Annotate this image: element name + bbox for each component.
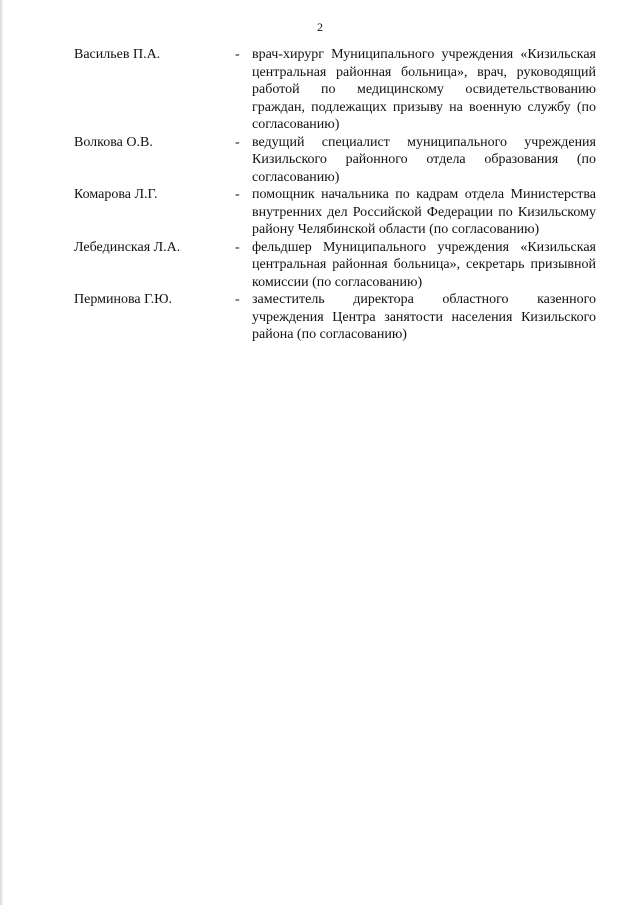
member-role: заместитель директора областного казенного учреждения Центра занятости населения Кизильского района (по согласованию) bbox=[252, 292, 596, 342]
member-dash: - bbox=[235, 47, 240, 62]
scan-edge-shadow bbox=[0, 0, 3, 905]
commission-members-list bbox=[74, 46, 596, 344]
member-entry bbox=[74, 134, 596, 187]
member-name: Перминова Г.Ю. bbox=[74, 292, 172, 307]
member-entry bbox=[74, 239, 596, 292]
member-role: фельдшер Муниципального учреждения «Кизильская центральная районная больница», секретарь призывной комиссии (по согласованию) bbox=[252, 239, 596, 290]
member-dash: - bbox=[235, 134, 240, 150]
member-role: помощник начальника по кадрам отдела Министерства внутренних дел Российской Федерации по Кизильскому району Челябинской области (по согласованию) bbox=[252, 187, 596, 237]
member-entry bbox=[74, 186, 596, 239]
member-name: Волкова О.В. bbox=[74, 134, 153, 150]
member-entry bbox=[74, 46, 596, 134]
member-name: Комарова Л.Г. bbox=[74, 187, 158, 202]
member-role: ведущий специалист муниципального учреждения Кизильского районного отдела образования (по согласованию) bbox=[252, 134, 596, 185]
member-entry bbox=[74, 291, 596, 344]
page-number: 2 bbox=[317, 20, 323, 34]
member-dash: - bbox=[235, 187, 240, 202]
member-dash: - bbox=[235, 239, 240, 255]
member-dash: - bbox=[235, 292, 240, 307]
member-role: врач-хирург Муниципального учреждения «Кизильская центральная районная больница», врач, руководящий работой по медицинскому освидетельствованию граждан, подлежащих призыву на военную службу (по согласованию) bbox=[252, 47, 596, 132]
member-name: Лебединская Л.А. bbox=[74, 239, 181, 255]
member-name: Васильев П.А. bbox=[74, 47, 161, 62]
